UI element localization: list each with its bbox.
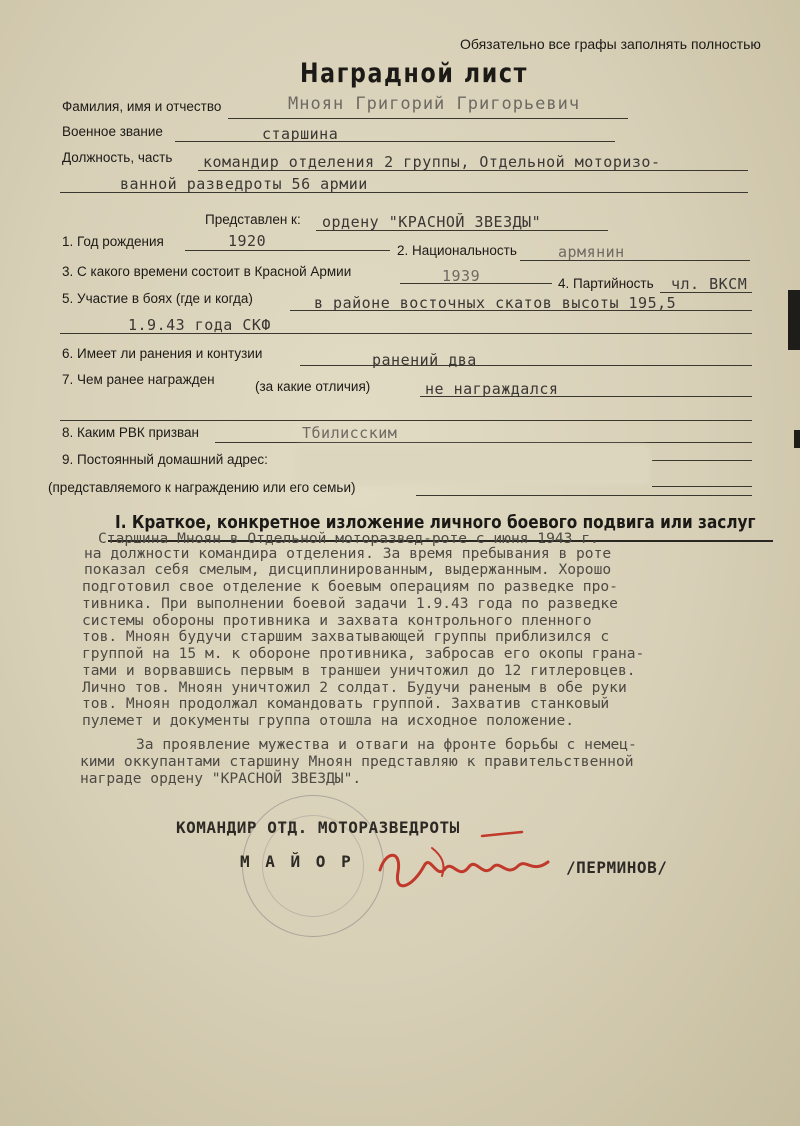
battles-value-line-2: 1.9.43 года СКФ — [128, 316, 271, 334]
nationality-value: армянин — [558, 243, 625, 261]
birth-year-underline — [185, 250, 390, 251]
narrative-line: показал себя смелым, дисциплинированным, выдержанным. Хорошо — [84, 561, 612, 578]
nationality-underline — [520, 260, 750, 261]
address-label: 9. Постоянный домашний адрес: — [62, 452, 268, 467]
narrative-line: кими оккупантами старшину Мноян представляю к правительственной — [80, 753, 634, 770]
page-edge-shadow-lower — [794, 430, 800, 448]
awards-underline-2 — [60, 420, 752, 421]
address-redaction — [295, 445, 650, 485]
narrative-line: тами и ворвавшись первым в траншеи уничтожил до 12 гитлеровцев. — [82, 662, 636, 679]
narrative-line: Старшина Мноян в Отдельной моторазвед-роте с июня 1943 г. — [98, 530, 599, 547]
party-label: 4. Партийность — [558, 276, 654, 291]
army-since-value: 1939 — [442, 267, 481, 285]
wounds-label: 6. Имеет ли ранения и контузии — [62, 346, 263, 361]
wounds-underline — [300, 365, 752, 366]
birth-year-label: 1. Год рождения — [62, 234, 164, 249]
battles-label: 5. Участие в боях (где и когда) — [62, 291, 253, 306]
narrative-line: тивника. При выполнении боевой задачи 1.9.43 года по разведке — [82, 595, 618, 612]
signature-name: /ПЕРМИНОВ/ — [566, 858, 668, 877]
position-value-line-2: ванной разведроты 56 армии — [120, 175, 368, 193]
page-title: Наградной лист — [300, 58, 529, 89]
nominated-label: Представлен к: — [205, 212, 301, 227]
narrative-line: подготовил свое отделение к боевым операциям по разведке про- — [82, 578, 618, 595]
narrative-line: тов. Мноян будучи старшим захватывающей группы приблизился с — [82, 628, 610, 645]
army-since-label: 3. С какого времени состоит в Красной Армии — [62, 264, 352, 279]
narrative-line: За проявление мужества и отваги на фронте борьбы с немец- — [136, 736, 637, 753]
nationality-label: 2. Национальность — [397, 243, 517, 258]
rvk-value: Тбилисским — [302, 424, 398, 442]
narrative-line: тов. Мноян продолжал командовать группой. Захватив станковый — [82, 695, 610, 712]
section-title: I. Краткое, конкретное изложение личного боевого подвига или заслуг — [115, 512, 756, 533]
rank-underline — [175, 141, 615, 142]
battles-value-line-1: в районе восточных скатов высоты 195,5 — [314, 294, 677, 312]
awards-value: не награждался — [425, 380, 559, 398]
address-underline-1 — [652, 460, 752, 461]
narrative-line: Лично тов. Мноян уничтожил 2 солдат. Будучи раненым в обе руки — [82, 679, 627, 696]
rvk-underline — [215, 442, 752, 443]
narrative-line: группой на 15 м. к обороне противника, забросав его окопы грана- — [82, 645, 645, 662]
signature-rank: М А Й О Р — [240, 852, 354, 871]
name-value: Мноян Григорий Григорьевич — [288, 94, 581, 114]
narrative-line: системы обороны противника и захвата контрольного пленного — [82, 612, 592, 629]
position-label: Должность, часть — [62, 150, 173, 165]
name-underline — [228, 118, 628, 119]
page-edge-shadow — [788, 290, 800, 350]
narrative-line: пулемет и документы группа отошла на исходное положение. — [82, 712, 575, 729]
nominated-value: ордену "КРАСНОЙ ЗВЕЗДЫ" — [322, 213, 542, 231]
rank-value: старшина — [262, 125, 339, 143]
header-note: Обязательно все графы заполнять полностью — [460, 36, 761, 52]
rvk-label: 8. Каким РВК призван — [62, 425, 200, 440]
position-value-line-1: командир отделения 2 группы, Отдельной моторизо- — [203, 153, 661, 171]
rank-label: Военное звание — [62, 124, 163, 139]
handwritten-signature-graphic — [372, 828, 562, 898]
birth-year-value: 1920 — [228, 232, 267, 250]
awards-label: 7. Чем ранее награжден — [62, 372, 215, 387]
awards-qualifier: (за какие отличия) — [255, 379, 371, 394]
narrative-line: награде ордену "КРАСНОЙ ЗВЕЗДЫ". — [80, 770, 362, 787]
wounds-value: ранений два — [372, 351, 477, 369]
address-underline-3 — [652, 486, 752, 487]
address-qualifier: (представляемого к награждению или его семьи) — [48, 480, 356, 495]
address-underline-2 — [416, 495, 752, 496]
narrative-line: на должности командира отделения. За время пребывания в роте — [84, 545, 612, 562]
signature-commander-line: КОМАНДИР ОТД. МОТОРАЗВЕДРОТЫ — [176, 818, 460, 837]
party-value: чл. ВКСМ — [671, 275, 748, 293]
name-label: Фамилия, имя и отчество — [62, 99, 222, 114]
